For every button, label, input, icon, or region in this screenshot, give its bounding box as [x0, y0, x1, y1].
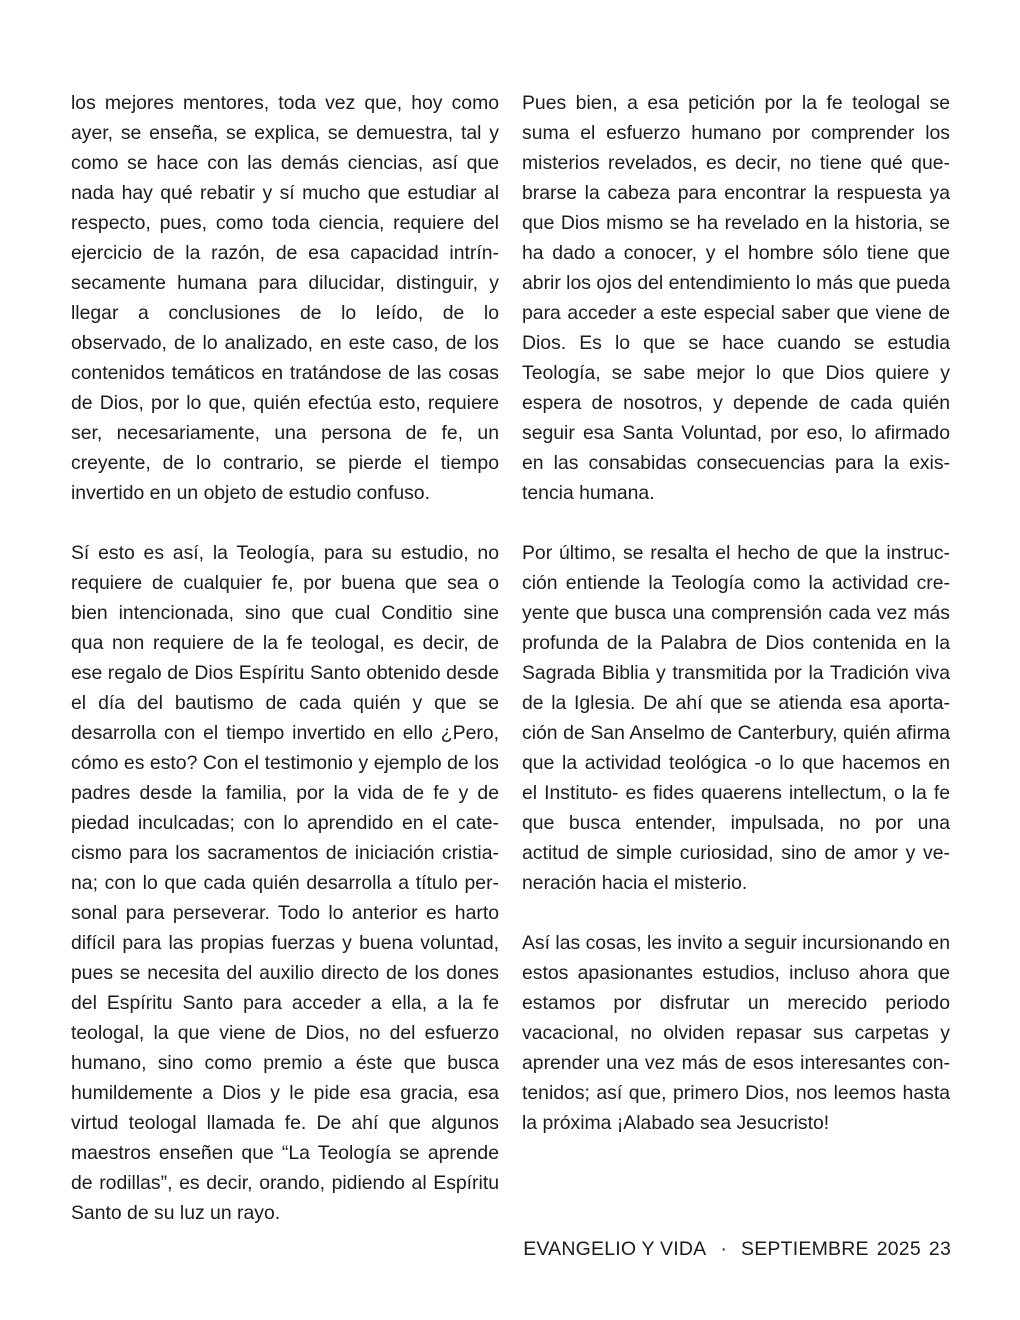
- paragraph: Sí esto es así, la Teología, para su estudio, no requiere de cualquier fe, por buena que sea o bien intencionada, sino que cual Conditio sine qua non requiere de la fe teologal, es decir, de ese regalo de Dios Espíritu Santo obtenido desde el día del bautismo de cada quién y que se desarrolla con el tiempo invertido en ello ¿Pero, cómo es esto? Con el testimonio y ejemplo de los padres desde la familia, por la vida de fe y de piedad inculcadas; con lo aprendido en el catecismo para los sacramentos de iniciación cristiana; con lo que cada quién desarrolla a título personal para perseverar. Todo lo anterior es harto difícil para las propias fuerzas y buena voluntad, pues se necesita del auxilio directo de los dones del Espíritu Santo para acceder a ella, a la fe teologal, la que viene de Dios, no del esfuerzo humano, sino como premio a éste que busca humildemente a Dios y le pide esa gracia, esa virtud teologal llamada fe. De ahí que algunos maestros enseñen que “La Teología se aprende de rodillas”, es decir, orando, pidiendo al Espíritu Santo de su luz un rayo.: [71, 542, 499, 1224]
- paragraph: Pues bien, a esa petición por la fe teologal se suma el esfuerzo humano por comprender los misterios revelados, es decir, no tiene qué quebrarse la cabeza para encontrar la respuesta ya que Dios mismo se ha revelado en la historia, se ha dado a conocer, y el hombre sólo tiene que abrir los ojos del entendimiento lo más que pueda para acceder a este especial saber que viene de Dios. Es lo que se hace cuando se estudia Teología, se sabe mejor lo que Dios quiere y espera de nosotros, y depende de cada quién seguir esa Santa Voluntad, por eso, lo afirmado en las consabidas consecuencias para la existencia humana.: [522, 92, 950, 504]
- paragraph: los mejores mentores, toda vez que, hoy como ayer, se enseña, se explica, se demuestra, tal y como se hace con las demás ciencias, así que nada hay qué rebatir y sí mucho que estudiar al respecto, pues, como toda ciencia, requiere del ejercicio de la razón, de esa capacidad intrínsecamente humana para dilucidar, distinguir, y llegar a conclusiones de lo leído, de lo observado, de lo analizado, en este caso, de los contenidos temáticos en tratándose de las cosas de Dios, por lo que, quién efectúa esto, requiere ser, necesariamente, una persona de fe, un creyente, de lo contrario, se pierde el tiempo invertido en un objeto de estudio confuso.: [71, 92, 499, 504]
- issue-month: SEPTIEMBRE: [741, 1238, 869, 1260]
- left-column: [71, 88, 499, 1228]
- page-footer: [523, 1236, 951, 1262]
- publication-name: EVANGELIO Y VIDA: [523, 1238, 707, 1260]
- paragraph: Por último, se resalta el hecho de que la instrucción entiende la Teología como la actividad creyente que busca una comprensión cada vez más profunda de la Palabra de Dios contenida en la Sagrada Biblia y transmitida por la Tradición viva de la Iglesia. De ahí que se atienda esa aportación de San Anselmo de Canterbury, quién afirma que la actividad teológica -o lo que hacemos en el Instituto- es fides quaerens intellectum, o la fe que busca entender, impulsada, no por una actitud de simple curiosidad, sino de amor y veneración hacia el misterio.: [522, 542, 950, 894]
- footer-separator: ·: [720, 1238, 728, 1260]
- page-number: 23: [928, 1238, 951, 1260]
- issue-year: 2025: [876, 1238, 921, 1260]
- right-column: [522, 88, 950, 1138]
- paragraph: Así las cosas, les invito a seguir incursionando en estos apasionantes estudios, incluso ahora que estamos por disfrutar un merecido periodo vacacional, no olviden repasar sus carpetas y aprender una vez más de esos interesantes contenidos; así que, primero Dios, nos leemos hasta la próxima ¡Alabado sea Jesucristo!: [522, 932, 950, 1134]
